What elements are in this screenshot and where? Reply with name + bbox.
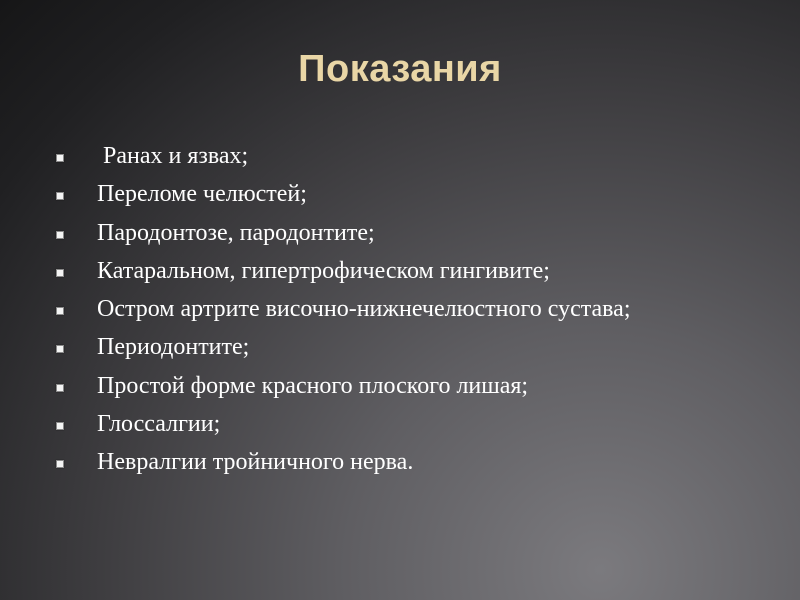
list-item — [56, 180, 756, 208]
slide-title: Показания — [298, 48, 502, 90]
square-bullet-icon — [56, 231, 64, 239]
list-item — [56, 142, 756, 170]
list-item — [56, 372, 756, 400]
list-item-text: Остром артрите височно-нижнечелюстного сустава; — [97, 296, 631, 323]
list-item — [56, 410, 756, 438]
list-item-text: Переломе челюстей; — [97, 181, 307, 208]
list-item-text: Глоссалгии; — [97, 411, 221, 438]
list-item-text: Простой форме красного плоского лишая; — [97, 372, 529, 399]
list-item — [56, 333, 756, 361]
square-bullet-icon — [56, 460, 64, 468]
indications-list — [56, 142, 756, 487]
list-item-text: Пародонтозе, пародонтите; — [97, 219, 375, 246]
list-item-text: Периодонтите; — [97, 334, 250, 361]
list-item-text: Катаральном, гипертрофическом гингивите; — [97, 257, 550, 284]
list-item-text: Невралгии тройничного нерва. — [97, 449, 414, 476]
list-item — [56, 219, 756, 247]
list-item-text: Ранах и язвах; — [97, 143, 249, 169]
square-bullet-icon — [56, 384, 64, 392]
list-item — [56, 295, 756, 323]
square-bullet-icon — [56, 192, 64, 200]
list-item — [56, 257, 756, 285]
square-bullet-icon — [56, 345, 64, 353]
list-item — [56, 448, 756, 476]
square-bullet-icon — [56, 269, 64, 277]
square-bullet-icon — [56, 422, 64, 430]
square-bullet-icon — [56, 154, 64, 162]
square-bullet-icon — [56, 307, 64, 315]
